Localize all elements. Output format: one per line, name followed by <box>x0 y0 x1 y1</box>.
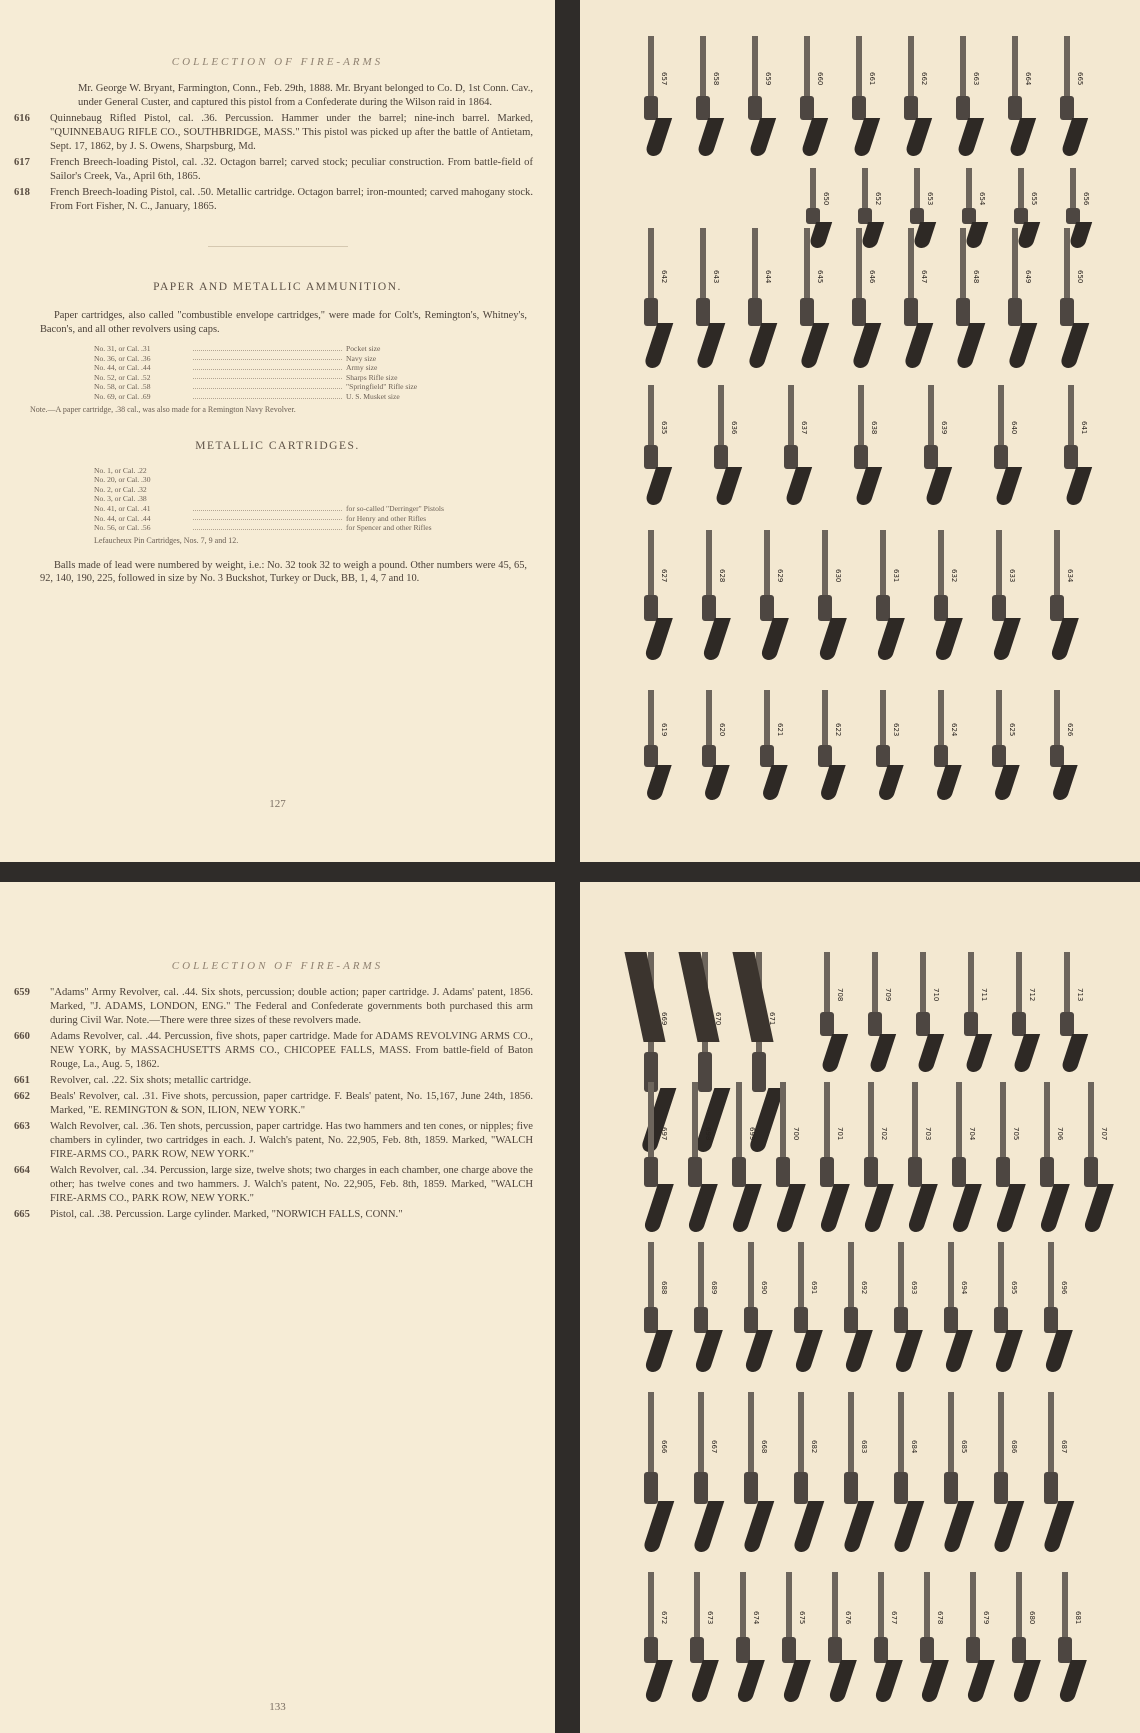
firearm-illustration <box>772 1572 812 1702</box>
firearm-illustration <box>1030 1082 1070 1232</box>
paragraph: Paper cartridges, also called "combustible envelope cartridges," were made for Colt's, Remington's, Whitney's, Bacon's, and all other revolvers using caps. <box>40 310 527 335</box>
entry-text: Walch Revolver, cal. .36. Ten shots, percussion, paper cartridge. Has two hammers and ten cones, or nipples; five chambers in cylinder, two cartridges in each. J. Walch's patent, No. 22,905, Feb. 8th, 1859. Marked, "WALCH FIRE-ARMS CO., PARK ROW, NEW YORK." <box>50 1121 533 1160</box>
figure-number: 690 <box>760 1281 768 1295</box>
figure-number: 707 <box>1100 1127 1108 1141</box>
figure-number: 701 <box>836 1127 844 1141</box>
firearm-illustration <box>1040 530 1080 660</box>
table-row <box>94 354 474 364</box>
entry-text: Walch Revolver, cal. .34. Percussion, large size, twelve shots; two charges in each chamber, one charge above the other; has twelve cones and two hammers. J. Walch's patent, No. 22,905, Feb. 8th, 1859. Marked, "WALCH FIRE-ARMS CO., PARK ROW, NEW YORK." <box>50 1165 533 1204</box>
section-title: METALLIC CARTRIDGES. <box>195 439 360 452</box>
firearm-illustration <box>1002 952 1042 1072</box>
figure-number: 680 <box>1028 1611 1036 1625</box>
figure-number: 671 <box>768 1012 776 1026</box>
table-cell: for Henry and other Rifles <box>346 513 427 523</box>
firearm-illustration <box>810 952 850 1072</box>
figure-number: 702 <box>880 1127 888 1141</box>
plate-page-bottom <box>580 882 1140 1733</box>
figure-number: 667 <box>710 1440 718 1454</box>
figure-number: 645 <box>816 270 824 284</box>
plate-page-top <box>580 0 1140 862</box>
figure-number: 675 <box>798 1611 806 1625</box>
table-row <box>94 523 474 533</box>
figure-number: 687 <box>1060 1440 1068 1454</box>
figure-number: 679 <box>982 1611 990 1625</box>
firearm-illustration <box>634 1082 674 1232</box>
figure-number: 656 <box>1082 192 1090 206</box>
figure-number: 661 <box>868 72 876 86</box>
firearm-illustration <box>1074 1082 1114 1232</box>
firearm-illustration <box>854 1082 894 1232</box>
paper-cartridge-table <box>94 344 474 402</box>
table-row <box>94 475 474 485</box>
figure-number: 668 <box>760 1440 768 1454</box>
firearm-illustration <box>774 385 814 505</box>
entry-text: "Adams" Army Revolver, cal. .44. Six shots, percussion; double action; paper cartridge. J. Adams' patent, 1856. Marked, "J. ADAMS, LONDON, ENG." The Federal and Confederate governments both purchased this arm during Civil War. Note.—There were three sizes of these revolvers made. <box>50 987 533 1026</box>
firearm-illustration <box>1034 1392 1074 1552</box>
figure-number: 682 <box>810 1440 818 1454</box>
figure-number: 681 <box>1074 1611 1082 1625</box>
firearm-illustration <box>924 530 964 660</box>
firearm-illustration <box>1040 690 1080 800</box>
firearm-illustration <box>866 530 906 660</box>
table-cell: No. 31, or Cal. .31 <box>94 344 151 353</box>
firearm-illustration <box>866 690 906 800</box>
figure-number: 650 <box>1076 270 1084 284</box>
figure-number: 693 <box>910 1281 918 1295</box>
figure-number: 689 <box>710 1281 718 1295</box>
table-cell: No. 41, or Cal. .41 <box>94 503 151 513</box>
firearm-illustration <box>750 690 790 800</box>
figure-number: 627 <box>660 569 668 583</box>
entry-text: Beals' Revolver, cal. .31. Five shots, percussion, paper cartridge. F. Beals' patent, No. 15,167, June 24th, 1856. Marked, "E. REMINGTON & SON, ILION, NEW YORK." <box>50 1091 533 1116</box>
figure-number: 710 <box>932 988 940 1002</box>
figure-number: 694 <box>960 1281 968 1295</box>
table-cell: U. S. Musket size <box>346 391 400 401</box>
figure-number: 630 <box>834 569 842 583</box>
figure-number: 713 <box>1076 988 1084 1002</box>
figure-number: 624 <box>950 723 958 737</box>
table-row <box>94 363 474 373</box>
entry-number: 661 <box>14 1075 30 1086</box>
firearm-illustration <box>834 1392 874 1552</box>
table-cell: Army size <box>346 363 378 373</box>
table-cell: No. 69, or Cal. .69 <box>94 391 151 401</box>
firearm-illustration <box>810 1082 850 1232</box>
running-head: COLLECTION OF FIRE-ARMS <box>171 56 384 68</box>
metallic-cartridge-table <box>94 466 474 533</box>
figure-number: 704 <box>968 1127 976 1141</box>
figure-number: 697 <box>660 1127 668 1141</box>
figure-number: 628 <box>718 569 726 583</box>
figure-number: 654 <box>978 192 986 206</box>
figure-number: 703 <box>924 1127 932 1141</box>
entry-text: Pistol, cal. .38. Percussion. Large cylinder. Marked, "NORWICH FALLS, CONN." <box>50 1209 403 1220</box>
catalog-entry <box>14 1074 533 1088</box>
figure-number: 684 <box>910 1440 918 1454</box>
figure-number: 653 <box>926 192 934 206</box>
firearm-illustration <box>634 385 674 505</box>
firearm-illustration <box>984 385 1024 505</box>
firearm-illustration <box>1050 228 1090 368</box>
figure-number: 664 <box>1024 72 1032 86</box>
figure-number: 699 <box>748 1127 756 1141</box>
figure-number: 676 <box>844 1611 852 1625</box>
figure-number: 672 <box>660 1611 668 1625</box>
figure-number: 631 <box>892 569 900 583</box>
firearm-illustration <box>946 36 986 156</box>
figure-number: 674 <box>752 1611 760 1625</box>
firearm-illustration <box>680 1572 720 1702</box>
entry-number: 660 <box>14 1031 30 1042</box>
rifle-stock <box>732 952 773 1042</box>
firearm-illustration <box>634 1242 674 1372</box>
table-row <box>94 466 474 476</box>
firearm-illustration <box>726 1572 766 1702</box>
figure-number: 643 <box>712 270 720 284</box>
firearm-illustration <box>834 1242 874 1372</box>
firearm-illustration <box>1054 385 1094 505</box>
figure-number: 648 <box>972 270 980 284</box>
firearm-illustration <box>914 385 954 505</box>
firearm-illustration <box>678 1082 718 1232</box>
firearm-illustration <box>808 690 848 800</box>
figure-number: 619 <box>660 723 668 737</box>
firearm-illustration <box>984 1392 1024 1552</box>
firearm-illustration <box>864 1572 904 1702</box>
figure-number: 669 <box>660 1012 668 1026</box>
section-title: PAPER AND METALLIC AMMUNITION. <box>153 281 402 293</box>
firearm-illustration <box>692 530 732 660</box>
firearms-plate <box>580 0 1140 862</box>
firearm-illustration <box>808 530 848 660</box>
firearm-illustration <box>704 385 744 505</box>
figure-number: 663 <box>972 72 980 86</box>
figure-number: 677 <box>890 1611 898 1625</box>
firearm-illustration <box>998 36 1038 156</box>
figure-number: 623 <box>892 723 900 737</box>
table-cell: No. 44, or Cal. .44 <box>94 363 151 373</box>
firearm-illustration <box>738 228 778 368</box>
table-row <box>94 373 474 383</box>
firearm-illustration <box>790 228 830 368</box>
firearm-illustration <box>634 530 674 660</box>
table-cell <box>346 475 474 485</box>
figure-number: 658 <box>712 72 720 86</box>
firearm-illustration <box>684 1392 724 1552</box>
table-cell: Sharps Rifle size <box>346 372 398 382</box>
figure-number: 686 <box>1010 1440 1018 1454</box>
entry-number: 617 <box>14 157 30 168</box>
figure-number: 637 <box>800 421 808 435</box>
firearm-illustration <box>1048 1572 1088 1702</box>
figure-number: 626 <box>1066 723 1074 737</box>
figure-number: 635 <box>660 421 668 435</box>
firearm-illustration <box>722 1082 762 1232</box>
firearm-illustration <box>784 1242 824 1372</box>
figure-number: 636 <box>730 421 738 435</box>
figure-number: 708 <box>836 988 844 1002</box>
entry-text: French Breech-loading Pistol, cal. .32. Octagon barrel; carved stock; peculiar construction. From battle-field of Sailor's Creek, Va., April 6th, 1865. <box>50 157 533 182</box>
figure-number: 633 <box>1008 569 1016 583</box>
firearm-illustration <box>946 228 986 368</box>
firearm-illustration <box>898 1082 938 1232</box>
figure-number: 709 <box>884 988 892 1002</box>
firearm-illustration <box>982 690 1022 800</box>
firearm-illustration <box>906 952 946 1072</box>
table-note: Lefaucheux Pin Cartridges, Nos. 7, 9 and 12. <box>94 535 239 545</box>
firearm-illustration <box>686 228 726 368</box>
entry-number: 664 <box>14 1165 30 1176</box>
figure-number: 698 <box>704 1127 712 1141</box>
figure-number: 662 <box>920 72 928 86</box>
firearm-illustration <box>894 228 934 368</box>
catalog-entries <box>14 112 533 214</box>
figure-number: 641 <box>1080 421 1088 435</box>
table-cell: "Springfield" Rifle size <box>346 382 418 392</box>
firearm-illustration <box>634 228 674 368</box>
figure-number: 638 <box>870 421 878 435</box>
firearm-illustration <box>934 1392 974 1552</box>
catalog-entry <box>14 1164 533 1206</box>
entry-text: Adams Revolver, cal. .44. Percussion, five shots, paper cartridge. Made for ADAMS REVOLVING ARMS CO., NEW YORK, by MASSACHUSETTS ARMS CO., CHICOPEE FALLS, MASS. From battle-field of Baton Rouge, La., Aug. 5, 1862. <box>50 1031 533 1070</box>
firearms-plate <box>580 882 1140 1733</box>
figure-number: 660 <box>816 72 824 86</box>
running-head: COLLECTION OF FIRE-ARMS <box>171 960 384 972</box>
firearm-illustration <box>686 36 726 156</box>
figure-number: 632 <box>950 569 958 583</box>
catalog-entry <box>14 156 533 184</box>
catalog-entry <box>14 1120 533 1162</box>
catalog-entry <box>14 1030 533 1072</box>
book-page-127 <box>0 0 555 862</box>
figure-number: 657 <box>660 72 668 86</box>
firearm-illustration <box>818 1572 858 1702</box>
figure-number: 670 <box>714 1012 722 1026</box>
firearm-illustration <box>1050 952 1090 1072</box>
figure-number: 642 <box>660 270 668 284</box>
figure-number: 629 <box>776 569 784 583</box>
firearm-illustration <box>1002 1572 1042 1702</box>
paragraph: Balls made of lead were numbered by weight, i.e.: No. 32 took 32 to weigh a pound. Other numbers were 45, 65, 92, 140, 190, 225, followed in size by No. 3 Buckshot, Turkey or Duck, BB, 1, 4, 7 and 10. <box>40 559 527 585</box>
table-cell: Navy size <box>346 353 377 363</box>
figure-number: 644 <box>764 270 772 284</box>
figure-number: 666 <box>660 1440 668 1454</box>
figure-number: 696 <box>1060 1281 1068 1295</box>
figure-number: 640 <box>1010 421 1018 435</box>
firearm-illustration <box>684 1242 724 1372</box>
figure-number: 647 <box>920 270 928 284</box>
figure-number: 634 <box>1066 569 1074 583</box>
catalog-entry <box>14 186 533 214</box>
figure-number: 705 <box>1012 1127 1020 1141</box>
table-cell: No. 58, or Cal. .58 <box>94 382 151 392</box>
entry-text: Revolver, cal. .22. Six shots; metallic cartridge. <box>50 1075 252 1086</box>
table-cell: Pocket size <box>346 344 381 353</box>
firearm-illustration <box>894 36 934 156</box>
catalog-entry <box>14 1208 533 1222</box>
figure-number: 649 <box>1024 270 1032 284</box>
figure-number: 678 <box>936 1611 944 1625</box>
firearm-illustration <box>984 1242 1024 1372</box>
table-cell <box>346 494 474 504</box>
firearm-illustration <box>924 690 964 800</box>
firearm-illustration <box>634 1392 674 1552</box>
table-row <box>94 504 474 514</box>
figure-number: 625 <box>1008 723 1016 737</box>
table-cell: No. 2, or Cal. .32 <box>94 484 147 494</box>
table-cell: No. 44, or Cal. .44 <box>94 513 151 523</box>
table-note: Note.—A paper cartridge, .38 cal., was also made for a Remington Navy Revolver. <box>30 404 296 414</box>
figure-number: 652 <box>874 192 882 206</box>
firearm-illustration <box>998 228 1038 368</box>
figure-number: 706 <box>1056 1127 1064 1141</box>
figure-number: 620 <box>718 723 726 737</box>
firearm-illustration <box>858 952 898 1072</box>
entry-number: 665 <box>14 1209 30 1220</box>
figure-number: 659 <box>764 72 772 86</box>
figure-number: 695 <box>1010 1281 1018 1295</box>
firearm-illustration <box>634 1572 674 1702</box>
table-row <box>94 485 474 495</box>
firearm-illustration <box>910 1572 950 1702</box>
firearm-illustration <box>982 530 1022 660</box>
firearm-illustration <box>790 36 830 156</box>
catalog-entry <box>14 986 533 1028</box>
table-row <box>94 382 474 392</box>
table-cell: for Spencer and other Rifles <box>346 523 432 533</box>
firearm-illustration <box>844 385 884 505</box>
entry-text: Quinnebaug Rifled Pistol, cal. .36. Percussion. Hammer under the barrel; nine-inch barrel. Marked, "QUINNEBAUG RIFLE CO., SOUTHBRIDGE, MASS." This pistol was picked up after the battle of Antietam, Sept. 17, 1862, by J. S. Owens, Sharpsburg, Md. <box>50 113 533 152</box>
firearm-illustration <box>634 690 674 800</box>
firearm-illustration <box>634 36 674 156</box>
figure-number: 655 <box>1030 192 1038 206</box>
figure-number: 692 <box>860 1281 868 1295</box>
firearm-illustration <box>750 530 790 660</box>
firearm-illustration <box>954 952 994 1072</box>
table-cell <box>346 466 474 476</box>
table-cell: No. 1, or Cal. .22 <box>94 465 147 475</box>
figure-number: 650 <box>822 192 830 206</box>
table-cell: No. 20, or Cal. .30 <box>94 475 151 485</box>
figure-number: 639 <box>940 421 948 435</box>
firearm-illustration <box>784 1392 824 1552</box>
figure-number: 688 <box>660 1281 668 1295</box>
entry-number: 618 <box>14 187 30 198</box>
firearm-illustration <box>884 1392 924 1552</box>
table-row <box>94 392 474 402</box>
table-cell: for so-called "Derringer" Pistols <box>346 503 444 513</box>
entry-number: 659 <box>14 987 30 998</box>
table-row <box>94 514 474 524</box>
catalog-entries <box>14 986 533 1222</box>
firearm-illustration <box>692 690 732 800</box>
table-cell <box>346 485 474 495</box>
figure-number: 691 <box>810 1281 818 1295</box>
rifle-stock <box>624 952 665 1042</box>
page-number: 127 <box>269 798 286 810</box>
catalog-entry <box>14 1090 533 1118</box>
firearm-illustration <box>1034 1242 1074 1372</box>
firearm-illustration <box>942 1082 982 1232</box>
firearm-illustration <box>842 36 882 156</box>
firearm-illustration <box>734 1392 774 1552</box>
firearm-illustration <box>884 1242 924 1372</box>
entry-number: 616 <box>14 113 30 124</box>
table-cell: No. 52, or Cal. .52 <box>94 372 151 382</box>
figure-number: 622 <box>834 723 842 737</box>
figure-number: 711 <box>980 988 988 1002</box>
rifle-stock <box>678 952 719 1042</box>
divider <box>208 246 348 247</box>
figure-number: 673 <box>706 1611 714 1625</box>
figure-number: 621 <box>776 723 784 737</box>
figure-number: 665 <box>1076 72 1084 86</box>
entry-number: 663 <box>14 1121 30 1132</box>
figure-number: 683 <box>860 1440 868 1454</box>
figure-number: 685 <box>960 1440 968 1454</box>
table-cell: No. 3, or Cal. .38 <box>94 494 147 504</box>
figure-number: 712 <box>1028 988 1036 1002</box>
figure-number: 646 <box>868 270 876 284</box>
firearm-illustration <box>842 228 882 368</box>
table-row <box>94 494 474 504</box>
firearm-illustration <box>986 1082 1026 1232</box>
figure-number: 700 <box>792 1127 800 1141</box>
firearm-illustration <box>934 1242 974 1372</box>
table-row <box>94 344 474 354</box>
book-page-133 <box>0 882 555 1733</box>
entry-continuation: Mr. George W. Bryant, Farmington, Conn., Feb. 29th, 1888. Mr. Bryant belonged to Co. D, 1st Conn. Cav., under General Custer, and captured this pistol from a Confederate during the Wilson raid in 1864. <box>78 83 533 108</box>
table-cell: No. 36, or Cal. .36 <box>94 353 151 363</box>
catalog-entry <box>14 112 533 154</box>
firearm-illustration <box>734 1242 774 1372</box>
firearm-illustration <box>766 1082 806 1232</box>
firearm-illustration <box>956 1572 996 1702</box>
firearm-illustration <box>1050 36 1090 156</box>
page-number: 133 <box>269 1701 286 1713</box>
table-cell: No. 56, or Cal. .56 <box>94 523 151 533</box>
firearm-illustration <box>738 36 778 156</box>
entry-text: French Breech-loading Pistol, cal. .50. Metallic cartridge. Octagon barrel; iron-mounted; carved mahogany stock. From Fort Fisher, N. C., January, 1865. <box>50 187 533 212</box>
entry-number: 662 <box>14 1091 30 1102</box>
